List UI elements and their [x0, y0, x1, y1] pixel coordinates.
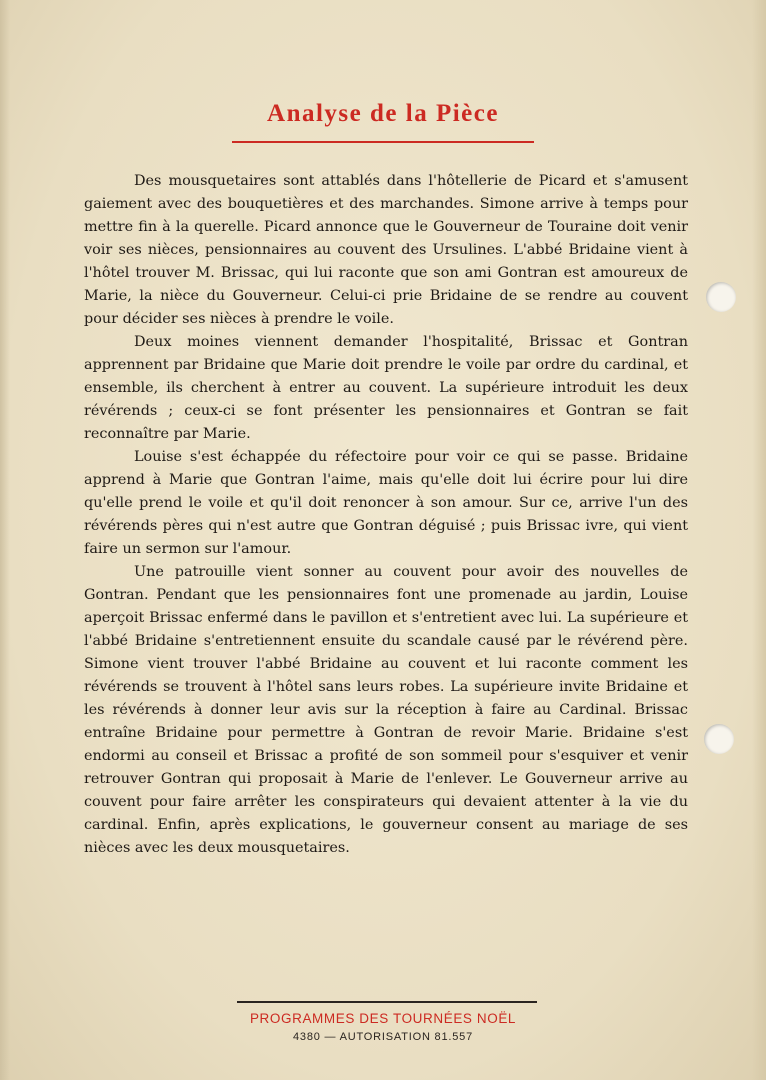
synopsis-paragraph-4: Une patrouille vient sonner au couvent pour avoir des nouvelles de Gontran. Pendant que les pensionnaires font une promenade au jardin, Louise aperçoit Brissac enfermé dans le pavillon et s'entretient avec lui. La supérieure et l'abbé Bridaine s'entretiennent ensuite du scandale causé par le révérend père. Simone vient trouver l'abbé Bridaine au couvent et lui raconte comment les révérends se trouvent à l'hôtel sans leurs robes. La supérieure invite Bridaine et les révérends à donner leur avis sur la réception à faire au Cardinal. Brissac entraîne Bridaine pour permettre à Gontran de revoir Marie. Bridaine s'est endormi au conseil et Brissac a profité de son sommeil pour s'esquiver et venir retrouver Gontran qui proposait à Marie de l'enlever. Le Gouverneur arrive au couvent pour faire arrêter les conspirateurs qui devaient attenter à la vie du cardinal. Enfin, après explications, le gouverneur consent au mariage de ses nièces avec les deux mousquetaires. [84, 564, 688, 856]
footer-authorization: 4380 — AUTORISATION 81.557 [293, 1031, 473, 1043]
punch-hole-top [706, 282, 736, 312]
paper-edge-left [0, 0, 10, 1080]
footer-divider [237, 1001, 537, 1003]
page-title: Analyse de la Pièce [267, 100, 499, 127]
synopsis-paragraph-2: Deux moines viennent demander l'hospitalité, Brissac et Gontran apprennent par Bridaine que Marie doit prendre le voile par ordre du cardinal, et ensemble, ils cherchent à entrer au couvent. La supérieure introduit les deux révérends ; ceux-ci se font présenter les pensionnaires et Gontran se fait reconnaître par Marie. [84, 334, 688, 442]
title-underline [232, 141, 534, 143]
synopsis-paragraph-1: Des mousquetaires sont attablés dans l'hôtellerie de Picard et s'amusent gaiement avec des bouquetières et des marchandes. Simone arrive à temps pour mettre fin à la querelle. Picard annonce que le Gouverneur de Touraine doit venir voir ses nièces, pensionnaires au couvent des Ursulines. L'abbé Bridaine vient à l'hôtel trouver M. Brissac, qui lui raconte que son ami Gontran est amoureux de Marie, la nièce du Gouverneur. Celui-ci prie Bridaine de se rendre au couvent pour décider ses nièces à prendre le voile. [84, 173, 688, 327]
punch-hole-bottom [704, 724, 734, 754]
paper-edge-right [752, 0, 766, 1080]
synopsis-paragraph-3: Louise s'est échappée du réfectoire pour voir ce qui se passe. Bridaine apprend à Marie que Gontran l'aime, mais qu'elle doit lui écrire pour lui dire qu'elle prend le voile et qu'il doit renoncer à son amour. Sur ce, arrive l'un des révérends pères qui n'est autre que Gontran déguisé ; puis Brissac ivre, qui vient faire un sermon sur l'amour. [84, 449, 688, 557]
footer-publisher: PROGRAMMES DES TOURNÉES NOËL [249, 1011, 517, 1026]
synopsis-text [84, 170, 688, 860]
